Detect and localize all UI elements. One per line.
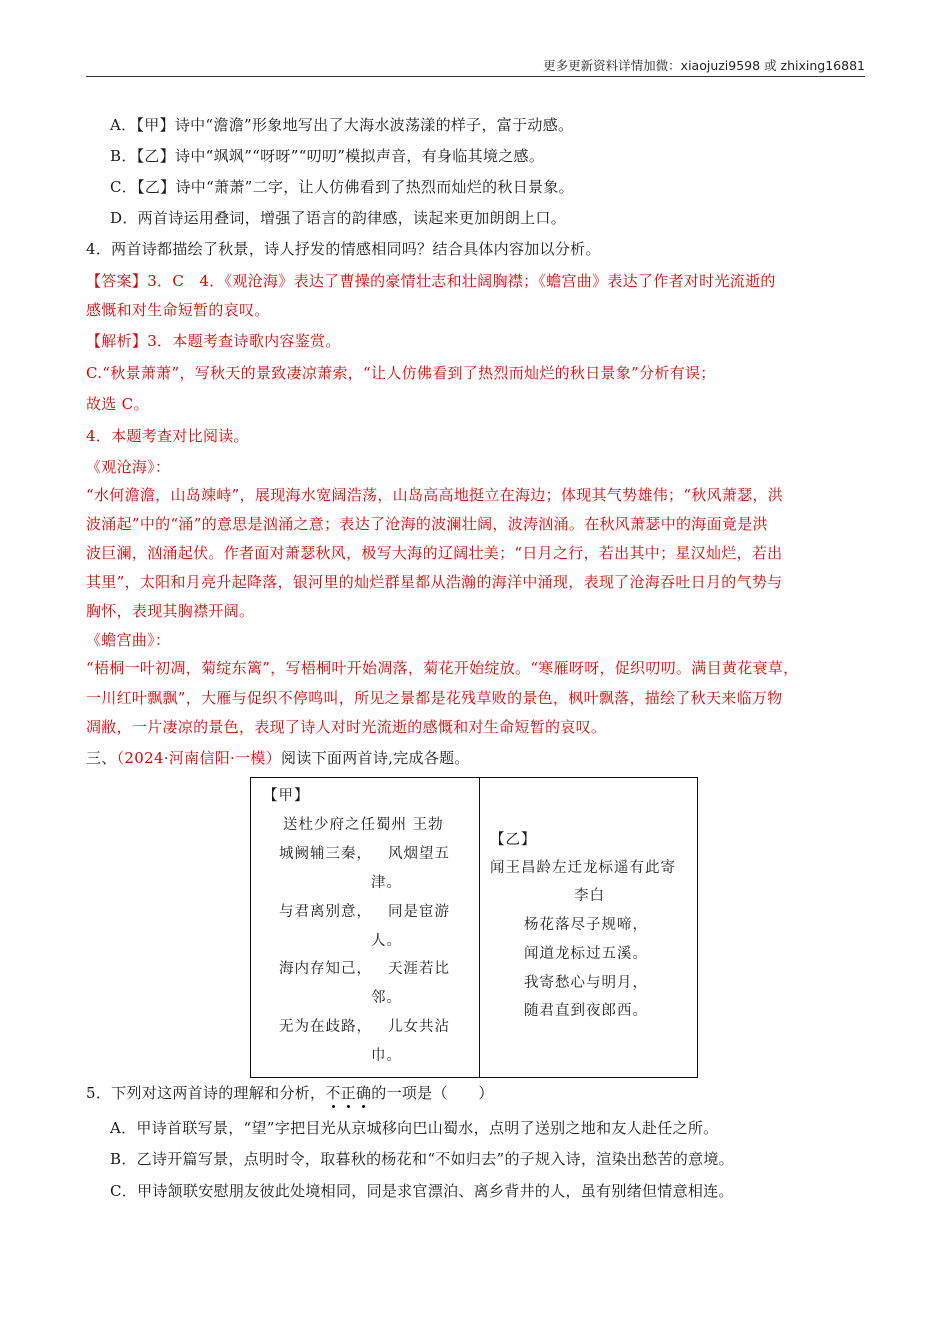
- poem-b-title: 闻王昌龄左迁龙标遥有此寄: [490, 860, 676, 876]
- poem-a-line: 风烟望五: [388, 846, 450, 862]
- analysis-line: 凋敝，一片凄凉的景色，表现了诗人对时光流逝的感慨和对生命短暂的哀叹。: [86, 718, 607, 736]
- emphasis-text: 不正确: [325, 1084, 372, 1102]
- poem-b-line: 闻道龙标过五溪。: [524, 946, 648, 962]
- answer-line: 【答案】3．C 4．《观沧海》表达了曹操的豪情壮志和壮阔胸襟；《蟾宫曲》表达了作者对时光流逝的: [86, 272, 776, 290]
- poem-a-line: 海内存知己，: [279, 961, 372, 977]
- analysis-line: 故选 C。: [86, 395, 149, 413]
- poem-a-title: 送杜少府之任蜀州 王勃: [283, 817, 444, 833]
- poem-b-line: 随君直到夜郎西。: [524, 1003, 648, 1019]
- poem-b-cell: [480, 778, 697, 1077]
- poem-a-line: 无为在歧路，: [279, 1019, 372, 1035]
- analysis-line: 《蟾宫曲》：: [86, 631, 171, 649]
- section-3-instruction: 阅读下面两首诗,完成各题。: [281, 749, 470, 767]
- poem-a-line: 人。: [371, 933, 402, 949]
- analysis-line: 4．本题考查对比阅读。: [86, 427, 249, 445]
- analysis-line: 【解析】3．本题考查诗歌内容鉴赏。: [86, 332, 341, 350]
- analysis-line: 一川红叶飘飘”，大雁与促织不停鸣叫，所见之景都是花残草败的景色，枫叶飘落，描绘了秋天来临万物: [86, 689, 783, 707]
- emphasis-dot: [347, 1105, 350, 1108]
- analysis-line: C.“秋景萧萧”，写秋天的景致凄凉萧索，“让人仿佛看到了热烈而灿烂的秋日景象”分析有误；: [86, 364, 716, 382]
- question-5-emphasis: [325, 1084, 371, 1102]
- analysis-line: “水何澹澹，山岛竦峙”，展现海水宽阔浩荡，山岛高高地挺立在海边；体现其气势雄伟；“秋风萧瑟，洪: [86, 486, 784, 504]
- q5-option-b: B．乙诗开篇写景，点明时令，取暮秋的杨花和“不如归去”的子规入诗，渲染出愁苦的意境。: [110, 1150, 734, 1168]
- poem-a-line: 天涯若比: [388, 961, 450, 977]
- analysis-line: 波涌起”中的“涌”的意思是汹涌之意；表达了沧海的波澜壮阔，波涛汹涌。在秋风萧瑟中的海面竟是洪: [86, 515, 768, 533]
- answer-line: 感慨和对生命短暂的哀叹。: [86, 301, 270, 319]
- emphasis-dot: [362, 1105, 365, 1108]
- analysis-line: 《观沧海》：: [86, 458, 171, 476]
- poems-table: [250, 777, 698, 1078]
- question-5-prefix: 5．下列对这两首诗的理解和分析，: [86, 1084, 326, 1102]
- poem-a-line: 同是宦游: [388, 904, 450, 920]
- question-5-suffix: 的一项是（ ）: [371, 1084, 494, 1102]
- section-3-prefix: 三、: [86, 749, 117, 767]
- section-3-source: （2024·河南信阳·一模）: [116, 749, 282, 767]
- q5-option-a: A．甲诗首联写景，“望”字把目光从京城移向巴山蜀水，点明了送别之地和友人赴任之所。: [110, 1119, 719, 1137]
- poem-b-tag: 【乙】: [490, 832, 537, 848]
- emphasis-dot: [332, 1105, 335, 1108]
- analysis-line: 波巨澜，汹涌起伏。作者面对萧瑟秋风，极写大海的辽阔壮美；“日月之行，若出其中；星汉灿烂，若出: [86, 544, 783, 562]
- poem-a-tag: 【甲】: [263, 788, 310, 804]
- q3-option-c: C．【乙】诗中“萧萧”二字，让人仿佛看到了热烈而灿烂的秋日景象。: [110, 178, 574, 196]
- section-3-heading: [86, 747, 470, 769]
- q5-option-c: C．甲诗颔联安慰朋友彼此处境相同，同是求官漂泊、离乡背井的人，虽有别绪但情意相连。: [110, 1182, 734, 1200]
- analysis-line: 其里”，太阳和月亮升起降落，银河里的灿烂群星都从浩瀚的海洋中涌现，表现了沧海吞吐日月的气势与: [86, 573, 783, 591]
- poem-a-line: 与君离别意，: [279, 904, 372, 920]
- poem-a-line: 城阙辅三秦，: [279, 846, 372, 862]
- poem-a-line: 巾。: [371, 1048, 402, 1064]
- page-header: 更多更新资料详情加微：xiaojuzi9598 或 zhixing16881: [86, 56, 865, 77]
- q3-option-d: D．两首诗运用叠词，增强了语言的韵律感，读起来更加朗朗上口。: [110, 209, 567, 227]
- poem-b-line: 杨花落尽子规啼，: [524, 917, 648, 933]
- analysis-line: 胸怀，表现其胸襟开阔。: [86, 602, 255, 620]
- q3-option-a: A．【甲】诗中“澹澹”形象地写出了大海水波荡漾的样子，富于动感。: [110, 116, 574, 134]
- question-5: [86, 1082, 494, 1104]
- poem-a-line: 邻。: [371, 990, 402, 1006]
- question-4: 4．两首诗都描绘了秋景，诗人抒发的情感相同吗？结合具体内容加以分析。: [86, 240, 601, 258]
- q3-option-b: B．【乙】诗中“飒飒”“呀呀”“叨叨”模拟声音，有身临其境之感。: [110, 147, 545, 165]
- poem-a-cell: [251, 778, 480, 1077]
- poem-a-line: 儿女共沾: [388, 1019, 450, 1035]
- poem-b-author: 李白: [574, 888, 605, 904]
- analysis-line: “梧桐一叶初凋，菊绽东篱”，写梧桐叶开始凋落，菊花开始绽放。“寒雁呀呀，促织叨叨。满目黄花衰草，: [86, 659, 799, 677]
- poem-a-line: 津。: [371, 875, 402, 891]
- poem-b-line: 我寄愁心与明月，: [524, 975, 648, 991]
